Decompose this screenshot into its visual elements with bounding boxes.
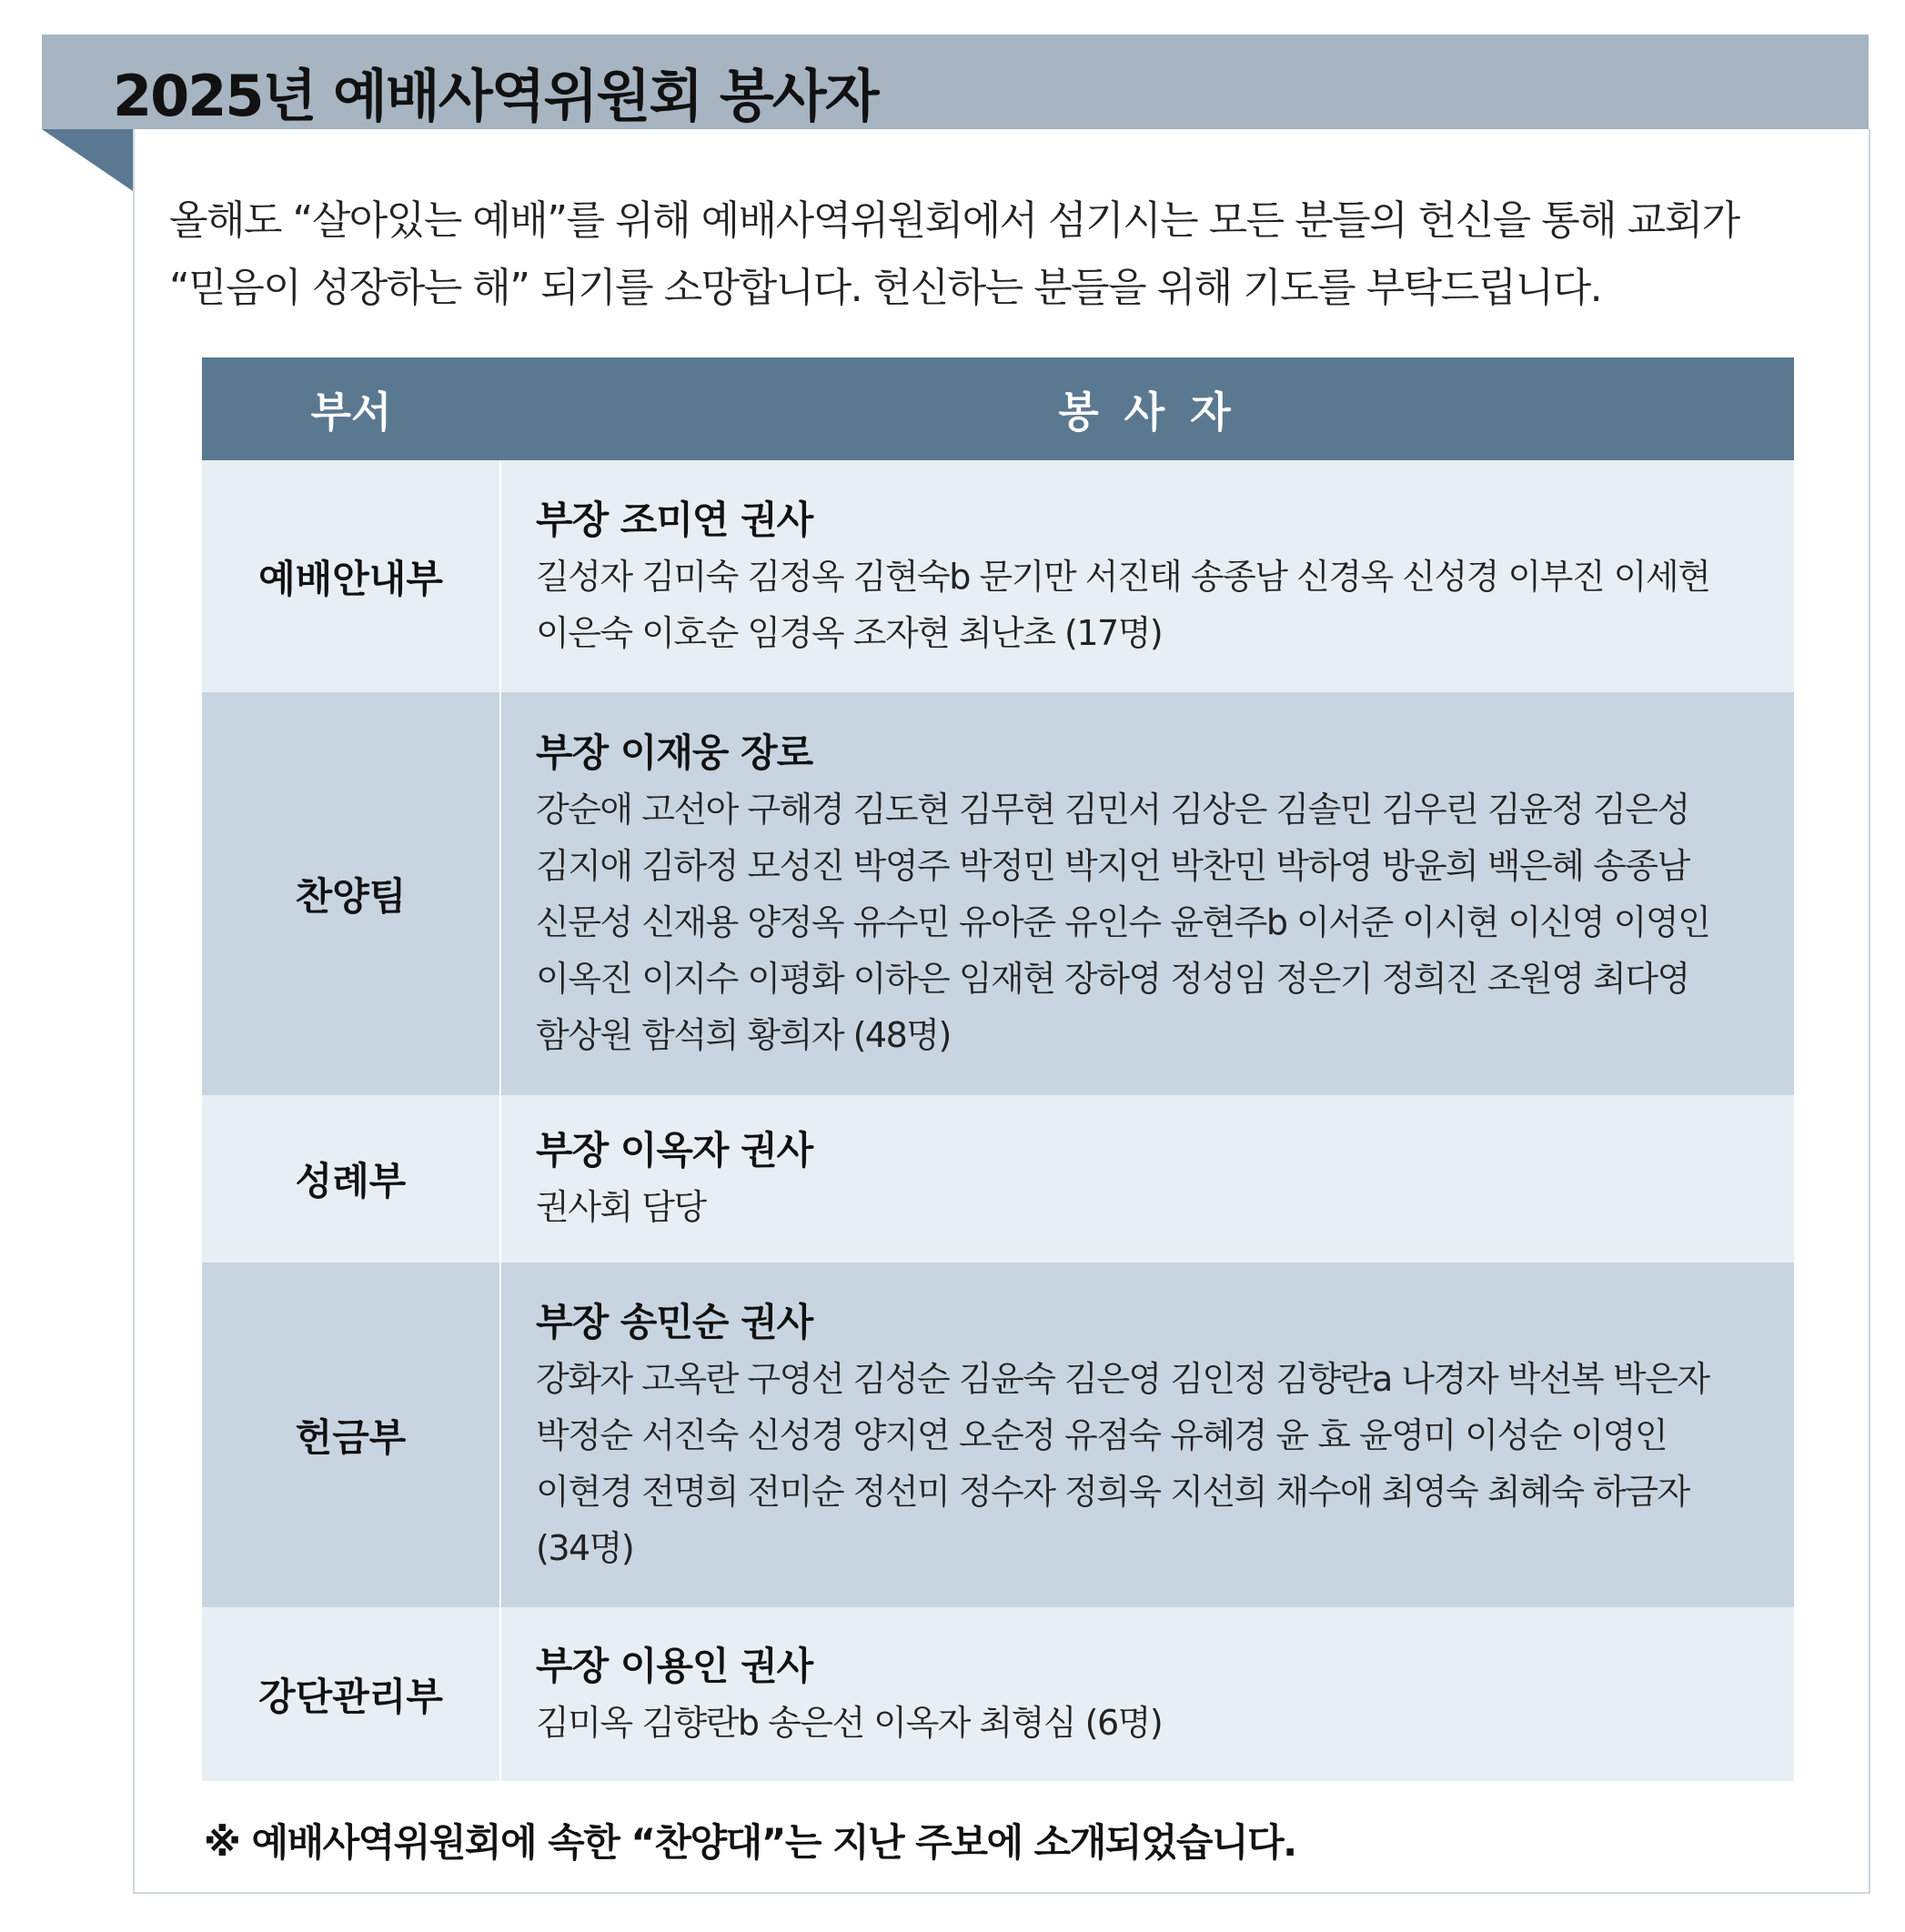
members-cell: [500, 1607, 1794, 1781]
members-cell: [500, 692, 1794, 1095]
table-row: [202, 1095, 1794, 1263]
volunteer-table: [202, 357, 1794, 1781]
member-names: 김미옥 김향란b 송은선 이옥자 최형심 (6명): [536, 1702, 1163, 1743]
intro-line-1: 올해도 “살아있는 예배”를 위해 예배사역위원회에서 섬기시는 모든 분들의 헌신을 통해 교회가: [169, 197, 1739, 244]
leader-name: 부장 이재웅 장로: [536, 730, 813, 775]
page-title: 2025년 예배사역위원회 봉사자: [113, 63, 878, 129]
dept-cell: 헌금부: [202, 1263, 500, 1607]
leader-name: 부장 이용인 권사: [536, 1643, 813, 1688]
members-cell: [500, 1263, 1794, 1607]
intro-text: [169, 187, 1852, 322]
intro-line-2: “믿음이 성장하는 해” 되기를 소망합니다. 헌신하는 분들을 위해 기도를 부탁드립니다.: [169, 265, 1602, 311]
header-dept: 부서: [202, 357, 500, 460]
table-row: [202, 1263, 1794, 1607]
leader-name: 부장 이옥자 권사: [536, 1128, 813, 1172]
table-row: [202, 460, 1794, 692]
title-fold-decoration: [42, 129, 133, 191]
member-names: 권사회 담당: [536, 1187, 706, 1227]
table-header-row: [202, 357, 1794, 460]
leader-name: 부장 송민순 권사: [536, 1299, 813, 1344]
dept-cell: 찬양팀: [202, 692, 500, 1095]
dept-cell: 예배안내부: [202, 460, 500, 692]
member-names: 강순애 고선아 구해경 김도현 김무현 김민서 김상은 김솔민 김우린 김윤정 김은성 김지애 김하정 모성진 박영주 박정민 박지언 박찬민 박하영 방윤희 백은혜 송종남 신문성 신재용 양정옥 유수민 유아준 유인수 윤현주b 이서준 이시현 이신영 이영인 이옥진 이지수 이평화 이하은 임재현 장하영 정성임 정은기 정희진 조원영 최다영 함상원 함석희 황희자 (48명): [536, 789, 1710, 1055]
header-members: 봉 사 자: [500, 357, 1794, 460]
members-cell: [500, 460, 1794, 692]
table-row: [202, 692, 1794, 1095]
dept-cell: 강단관리부: [202, 1607, 500, 1781]
footnote: ※ 예배사역위원회에 속한 “찬양대”는 지난 주보에 소개되었습니다.: [204, 1820, 1296, 1865]
members-cell: [500, 1095, 1794, 1263]
leader-name: 부장 조미연 권사: [536, 497, 813, 542]
member-names: 길성자 김미숙 김정옥 김현숙b 문기만 서진태 송종남 신경옥 신성경 이부진 이세현 이은숙 이호순 임경옥 조자현 최난초 (17명): [536, 556, 1710, 653]
dept-cell: 성례부: [202, 1095, 500, 1263]
member-names: 강화자 고옥란 구영선 김성순 김윤숙 김은영 김인정 김향란a 나경자 박선복 박은자 박정순 서진숙 신성경 양지연 오순정 유점숙 유혜경 윤 효 윤영미 이성순 이영인 이현경 전명희 전미순 정선미 정수자 정희욱 지선희 채수애 최영숙 최혜숙 하금자 (34명): [536, 1358, 1709, 1568]
table-row: [202, 1607, 1794, 1781]
